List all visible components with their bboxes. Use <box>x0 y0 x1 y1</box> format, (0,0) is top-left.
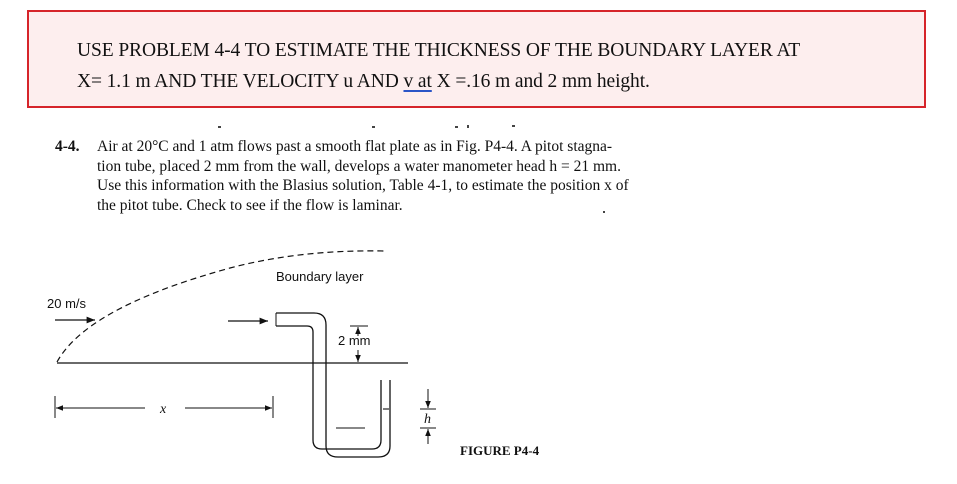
x-label: x <box>160 402 167 417</box>
problem-line-4: the pitot tube. Check to see if the flow is laminar. <box>97 196 403 214</box>
problem-line-2: tion tube, placed 2 mm from the wall, develops a water manometer head h = 21 mm. <box>97 157 621 175</box>
velocity-label: 20 m/s <box>47 296 87 311</box>
boundary-layer-label: Boundary layer <box>276 269 364 284</box>
figure-caption: FIGURE P4-4 <box>460 443 540 458</box>
task-line-2-end: X =.16 m and 2 mm height. <box>431 71 650 92</box>
h-label: h <box>424 412 431 427</box>
task-line-2-start: X= 1.1 m AND THE VELOCITY u AND <box>77 71 404 92</box>
problem-line-1: Air at 20°C and 1 atm flows past a smooth flat plate as in Fig. P4-4. A pitot stagna- <box>97 138 613 155</box>
problem-number: 4-4. <box>55 138 80 155</box>
task-line-1: USE PROBLEM 4-4 TO ESTIMATE THE THICKNESS OF THE BOUNDARY LAYER AT <box>77 40 801 61</box>
gap-label: 2 mm <box>338 333 371 348</box>
problem-line-3: Use this information with the Blasius solution, Table 4-1, to estimate the position x of <box>97 177 629 194</box>
pitot-tube-outer <box>276 313 390 457</box>
boundary-layer-curve <box>57 251 385 362</box>
underlined-v-at: v at <box>403 71 432 92</box>
